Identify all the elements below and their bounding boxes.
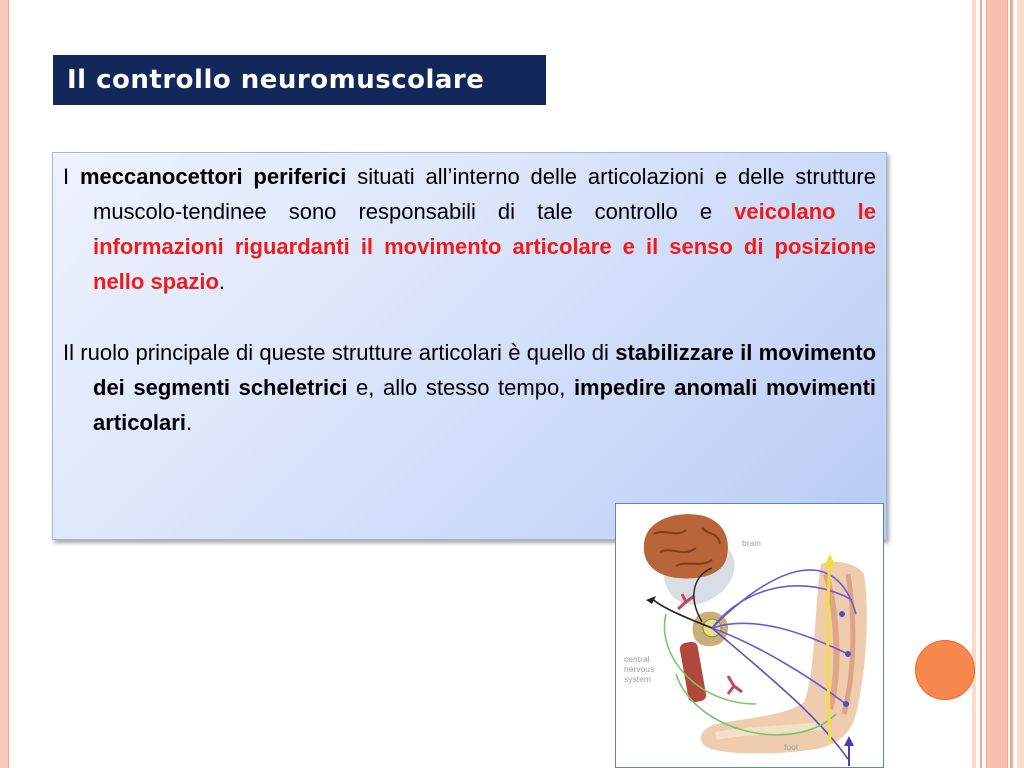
text-run: e, allo stesso tempo, xyxy=(347,375,574,400)
bold-run: meccanocettori periferici xyxy=(79,164,347,189)
bold-run: impedire anomali movimenti articolari xyxy=(93,375,877,435)
diagram-label-brain: brain xyxy=(742,538,761,548)
diagram-label-foot: foot xyxy=(784,742,799,752)
text-run: . xyxy=(218,269,226,294)
left-border-decoration xyxy=(0,0,9,768)
diagram-label-cns: central xyxy=(624,654,650,664)
bold-run: stabilizzare il movimento dei segmenti scheletrici xyxy=(93,340,877,400)
slide-title: Il controllo neuromuscolare xyxy=(67,65,485,95)
diagram-label-cns: system xyxy=(624,674,651,684)
paragraph-ruolo xyxy=(63,335,876,440)
text-run: I xyxy=(63,164,80,189)
text-run: situati all’interno delle articolazioni e delle strutture muscolo-tendinee sono responsabili di tale controllo e xyxy=(93,164,876,224)
red-highlight-run: veicolano le informazioni riguardanti il movimento articolare e il senso di posizione nello spazio xyxy=(93,199,876,294)
title-bar xyxy=(53,55,546,105)
paragraph-meccanocettori xyxy=(63,159,876,299)
text-run: Il ruolo principale di queste strutture articolari è quello di xyxy=(63,340,616,365)
right-stripes-decoration xyxy=(972,0,1024,768)
content-box xyxy=(52,152,887,540)
diagram-label-cns: nervous xyxy=(624,664,655,674)
orange-circle-decoration xyxy=(915,640,975,700)
neural-pathway-illustration xyxy=(615,503,884,768)
brain-foot-diagram xyxy=(616,504,883,767)
text-run: . xyxy=(185,410,193,435)
